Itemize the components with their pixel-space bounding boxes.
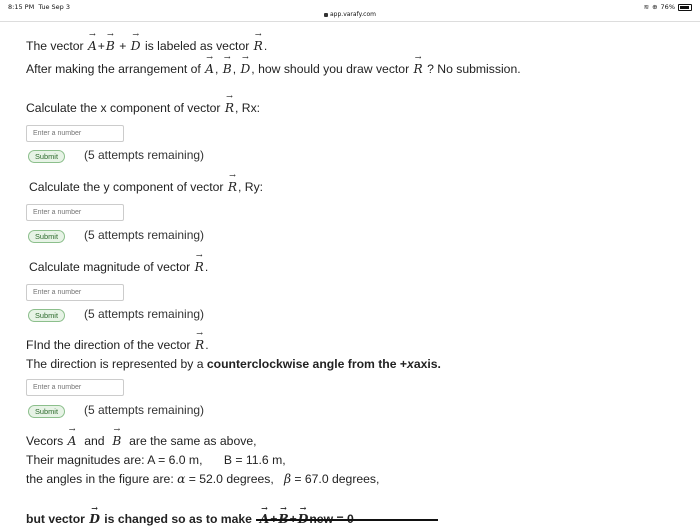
direction-submit-button[interactable]: Submit	[28, 405, 65, 418]
direction-input[interactable]	[26, 379, 124, 396]
vector-d: → D	[130, 39, 142, 53]
text: .	[263, 39, 268, 53]
vector-b: → B	[222, 62, 233, 76]
text: but vector	[26, 512, 85, 526]
question-suffix: .	[205, 338, 209, 352]
battery-icon	[678, 4, 692, 11]
address-bar[interactable]	[0, 11, 700, 18]
vector-r: → R	[413, 62, 424, 76]
vector-a: → A	[204, 62, 215, 76]
vector-r: → R	[194, 260, 205, 274]
question-text: Calculate the y component of vector	[29, 180, 224, 194]
text: how should you draw vector	[258, 62, 410, 76]
status-bar	[0, 0, 700, 20]
text: the angles in the figure are:	[26, 472, 174, 486]
question-suffix: , Rx:	[235, 101, 261, 115]
status-time-date	[8, 3, 70, 11]
text: Vecors	[26, 434, 64, 448]
rx-submit-button[interactable]: Submit	[28, 150, 65, 163]
intro-line-1	[26, 39, 267, 53]
magnitude-submit-button[interactable]: Submit	[28, 309, 65, 322]
vector-r: → R	[227, 180, 238, 194]
ry-input[interactable]	[26, 204, 124, 221]
plus: +	[97, 39, 105, 53]
vector-d: → D	[88, 512, 101, 526]
given-line-3	[26, 472, 379, 486]
text: is labeled as vector	[144, 39, 250, 53]
magnitude-input[interactable]	[26, 284, 124, 301]
text: = 52.0 degrees,	[188, 472, 274, 486]
lock-icon	[324, 13, 328, 17]
text: B = 11.6 m,	[223, 453, 286, 467]
text: = 67.0 degrees,	[294, 472, 380, 486]
wifi-icon: ≋	[643, 3, 650, 11]
rx-input[interactable]	[26, 125, 124, 142]
bold-text: axis.	[413, 357, 441, 371]
vector-b: → B	[105, 39, 116, 53]
status-date: Tue Sep 3	[38, 3, 70, 11]
status-time: 8:15 PM	[8, 3, 35, 11]
beta-symbol: β	[283, 472, 291, 486]
vector-a: → A	[67, 434, 78, 448]
question-rx	[26, 101, 260, 115]
question-suffix: .	[204, 260, 209, 274]
vector-r: → R	[224, 101, 235, 115]
battery-percent: 76%	[660, 3, 675, 11]
ry-attempts: (5 attempts remaining)	[84, 228, 205, 242]
given-line-2	[26, 453, 286, 467]
given-line-1	[26, 434, 257, 448]
text: The vector	[26, 39, 84, 53]
direction-attempts: (5 attempts remaining)	[84, 403, 205, 417]
vector-b: → B	[111, 434, 122, 448]
rx-attempts: (5 attempts remaining)	[84, 148, 205, 162]
text: is changed so as to make	[104, 512, 252, 526]
text: are the same as above,	[129, 434, 257, 448]
ry-submit-button[interactable]: Submit	[28, 230, 65, 243]
strikethrough-line	[256, 519, 438, 521]
question-magnitude	[29, 260, 208, 274]
vector-r: → R	[194, 338, 205, 352]
text: ? No submission.	[427, 62, 521, 76]
direction-description	[26, 357, 441, 371]
vector-d: → D	[240, 62, 252, 76]
text: and	[84, 434, 105, 448]
question-text: Calculate the x component of vector	[26, 101, 221, 115]
divider	[0, 21, 700, 22]
text: Their magnitudes are: A = 6.0 m,	[26, 453, 203, 467]
alpha-symbol: α	[177, 472, 186, 486]
bold-text: counterclockwise angle from the +	[206, 357, 408, 371]
question-suffix: , Ry:	[238, 180, 264, 194]
bold-italic-text: x	[407, 357, 414, 371]
question-text: FInd the direction of the vector	[26, 338, 191, 352]
status-indicators	[644, 3, 692, 11]
plus: +	[119, 39, 127, 53]
question-text: Calculate magnitude of vector	[29, 260, 191, 274]
vector-r: → R	[253, 39, 264, 53]
text: The direction is represented by a	[26, 357, 204, 371]
text: After making the arrangement of	[26, 62, 201, 76]
magnitude-attempts: (5 attempts remaining)	[84, 307, 205, 321]
url-text: app.varafy.com	[330, 11, 376, 18]
question-direction	[26, 338, 209, 352]
vector-a: → A	[87, 39, 98, 53]
question-ry	[29, 180, 263, 194]
intro-line-2: After making the arrangement of → A, → B, → D, how should you draw vector → R ? No submission.	[26, 62, 521, 76]
orientation-lock-icon: ⊕	[652, 3, 658, 11]
